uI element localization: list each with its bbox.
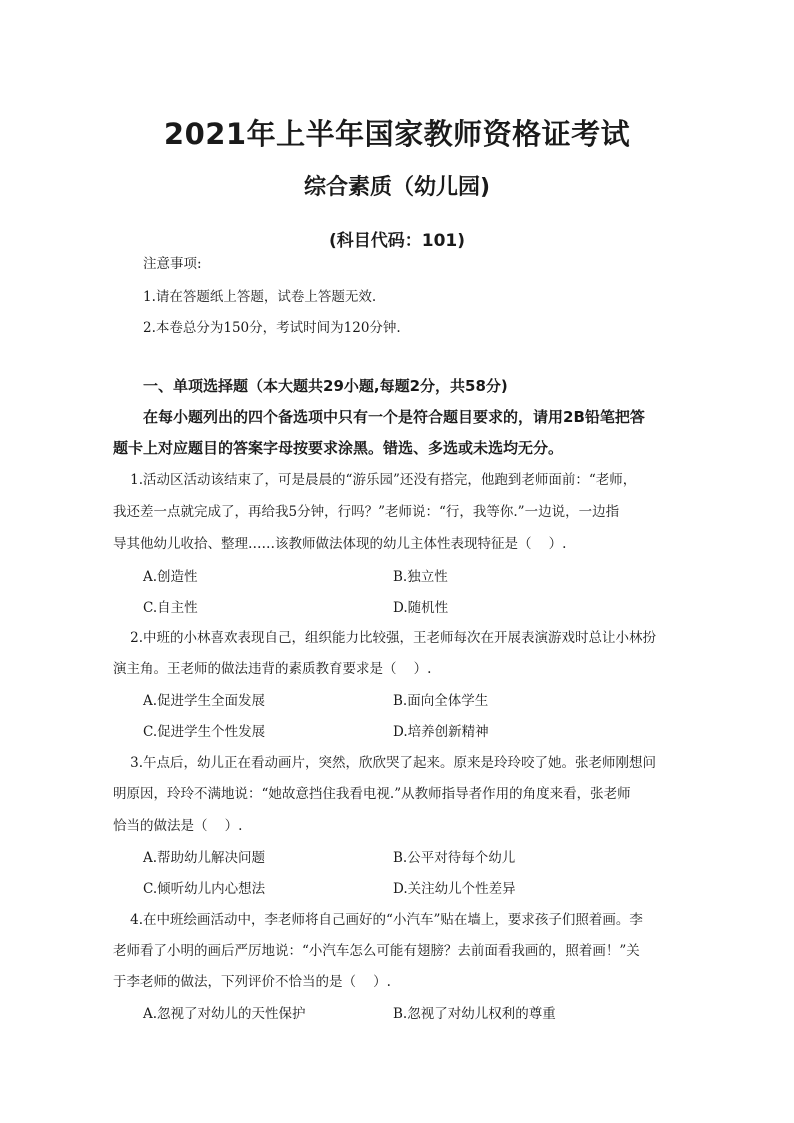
- question-2-line: 演主角。王老师的做法违背的素质教育要求是（ ）.: [113, 661, 432, 677]
- question-3-option-a: A.帮助幼儿解决问题: [143, 850, 266, 866]
- question-3-option-b: B.公平对待每个幼儿: [393, 850, 516, 866]
- question-2-option-c: C.促进学生个性发展: [143, 724, 266, 740]
- question-3-line: 明原因，玲玲不满地说：“她故意挡住我看电视.”从教师指导者作用的角度来看，张老师: [113, 786, 631, 802]
- notice-item: 1.请在答题纸上答题，试卷上答题无效.: [143, 289, 377, 305]
- question-4-line: 于李老师的做法，下列评价不恰当的是（ ）.: [113, 974, 391, 990]
- question-3-line: 3.午点后，幼儿正在看动画片，突然，欣欣哭了起来。原来是玲玲咬了她。张老师刚想问: [113, 755, 657, 771]
- question-3-line: 恰当的做法是（ ）.: [113, 818, 243, 834]
- question-4-option-b: B.忽视了对幼儿权利的尊重: [393, 1006, 556, 1022]
- question-2-option-b: B.面向全体学生: [393, 693, 489, 709]
- question-1-option-d: D.随机性: [393, 600, 449, 616]
- question-2-option-a: A.促进学生全面发展: [143, 693, 266, 709]
- question-1-line: 导其他幼儿收拾、整理……该教师做法体现的幼儿主体性表现特征是（ ）.: [113, 536, 567, 552]
- question-2-option-d: D.培养创新精神: [393, 724, 489, 740]
- question-3-option-d: D.关注幼儿个性差异: [393, 881, 516, 897]
- exam-title: 2021年上半年国家教师资格证考试: [163, 117, 631, 151]
- question-4-line: 4.在中班绘画活动中，李老师将自己画好的“小汽车”贴在墙上，要求孩子们照着画。李: [113, 912, 643, 928]
- question-4-line: 老师看了小明的画后严厉地说：“小汽车怎么可能有翅膀？去前面看我画的，照着画！”关: [113, 943, 640, 959]
- section-heading: 一、单项选择题（本大题共29小题,每题2分，共58分): [143, 377, 508, 395]
- subject-code: (科目代码：101): [328, 231, 466, 251]
- question-1-line: 1.活动区活动该结束了，可是晨晨的“游乐园”还没有搭完，他跑到老师面前：“老师，: [113, 472, 637, 488]
- notice-item: 2.本卷总分为150分，考试时间为120分钟.: [143, 320, 401, 336]
- question-1-option-b: B.独立性: [393, 569, 448, 585]
- instruction-line: 在每小题列出的四个备选项中只有一个是符合题目要求的，请用2B铅笔把答: [143, 408, 645, 426]
- question-4-option-a: A.忽视了对幼儿的天性保护: [143, 1006, 306, 1022]
- question-2-line: 2.中班的小林喜欢表现自己，组织能力比较强，王老师每次在开展表演游戏时总让小林扮: [113, 630, 657, 646]
- question-1-option-a: A.创造性: [143, 569, 198, 585]
- instruction-line: 题卡上对应题目的答案字母按要求涂黑。错选、多选或未选均无分。: [113, 439, 564, 457]
- question-1-option-c: C.自主性: [143, 600, 198, 616]
- exam-subtitle: 综合素质（幼儿园): [303, 175, 491, 200]
- notice-heading: 注意事项:: [143, 256, 202, 272]
- question-1-line: 我还差一点就完成了，再给我5分钟，行吗？”老师说：“行，我等你.”一边说，一边指: [113, 504, 620, 520]
- question-3-option-c: C.倾听幼儿内心想法: [143, 881, 266, 897]
